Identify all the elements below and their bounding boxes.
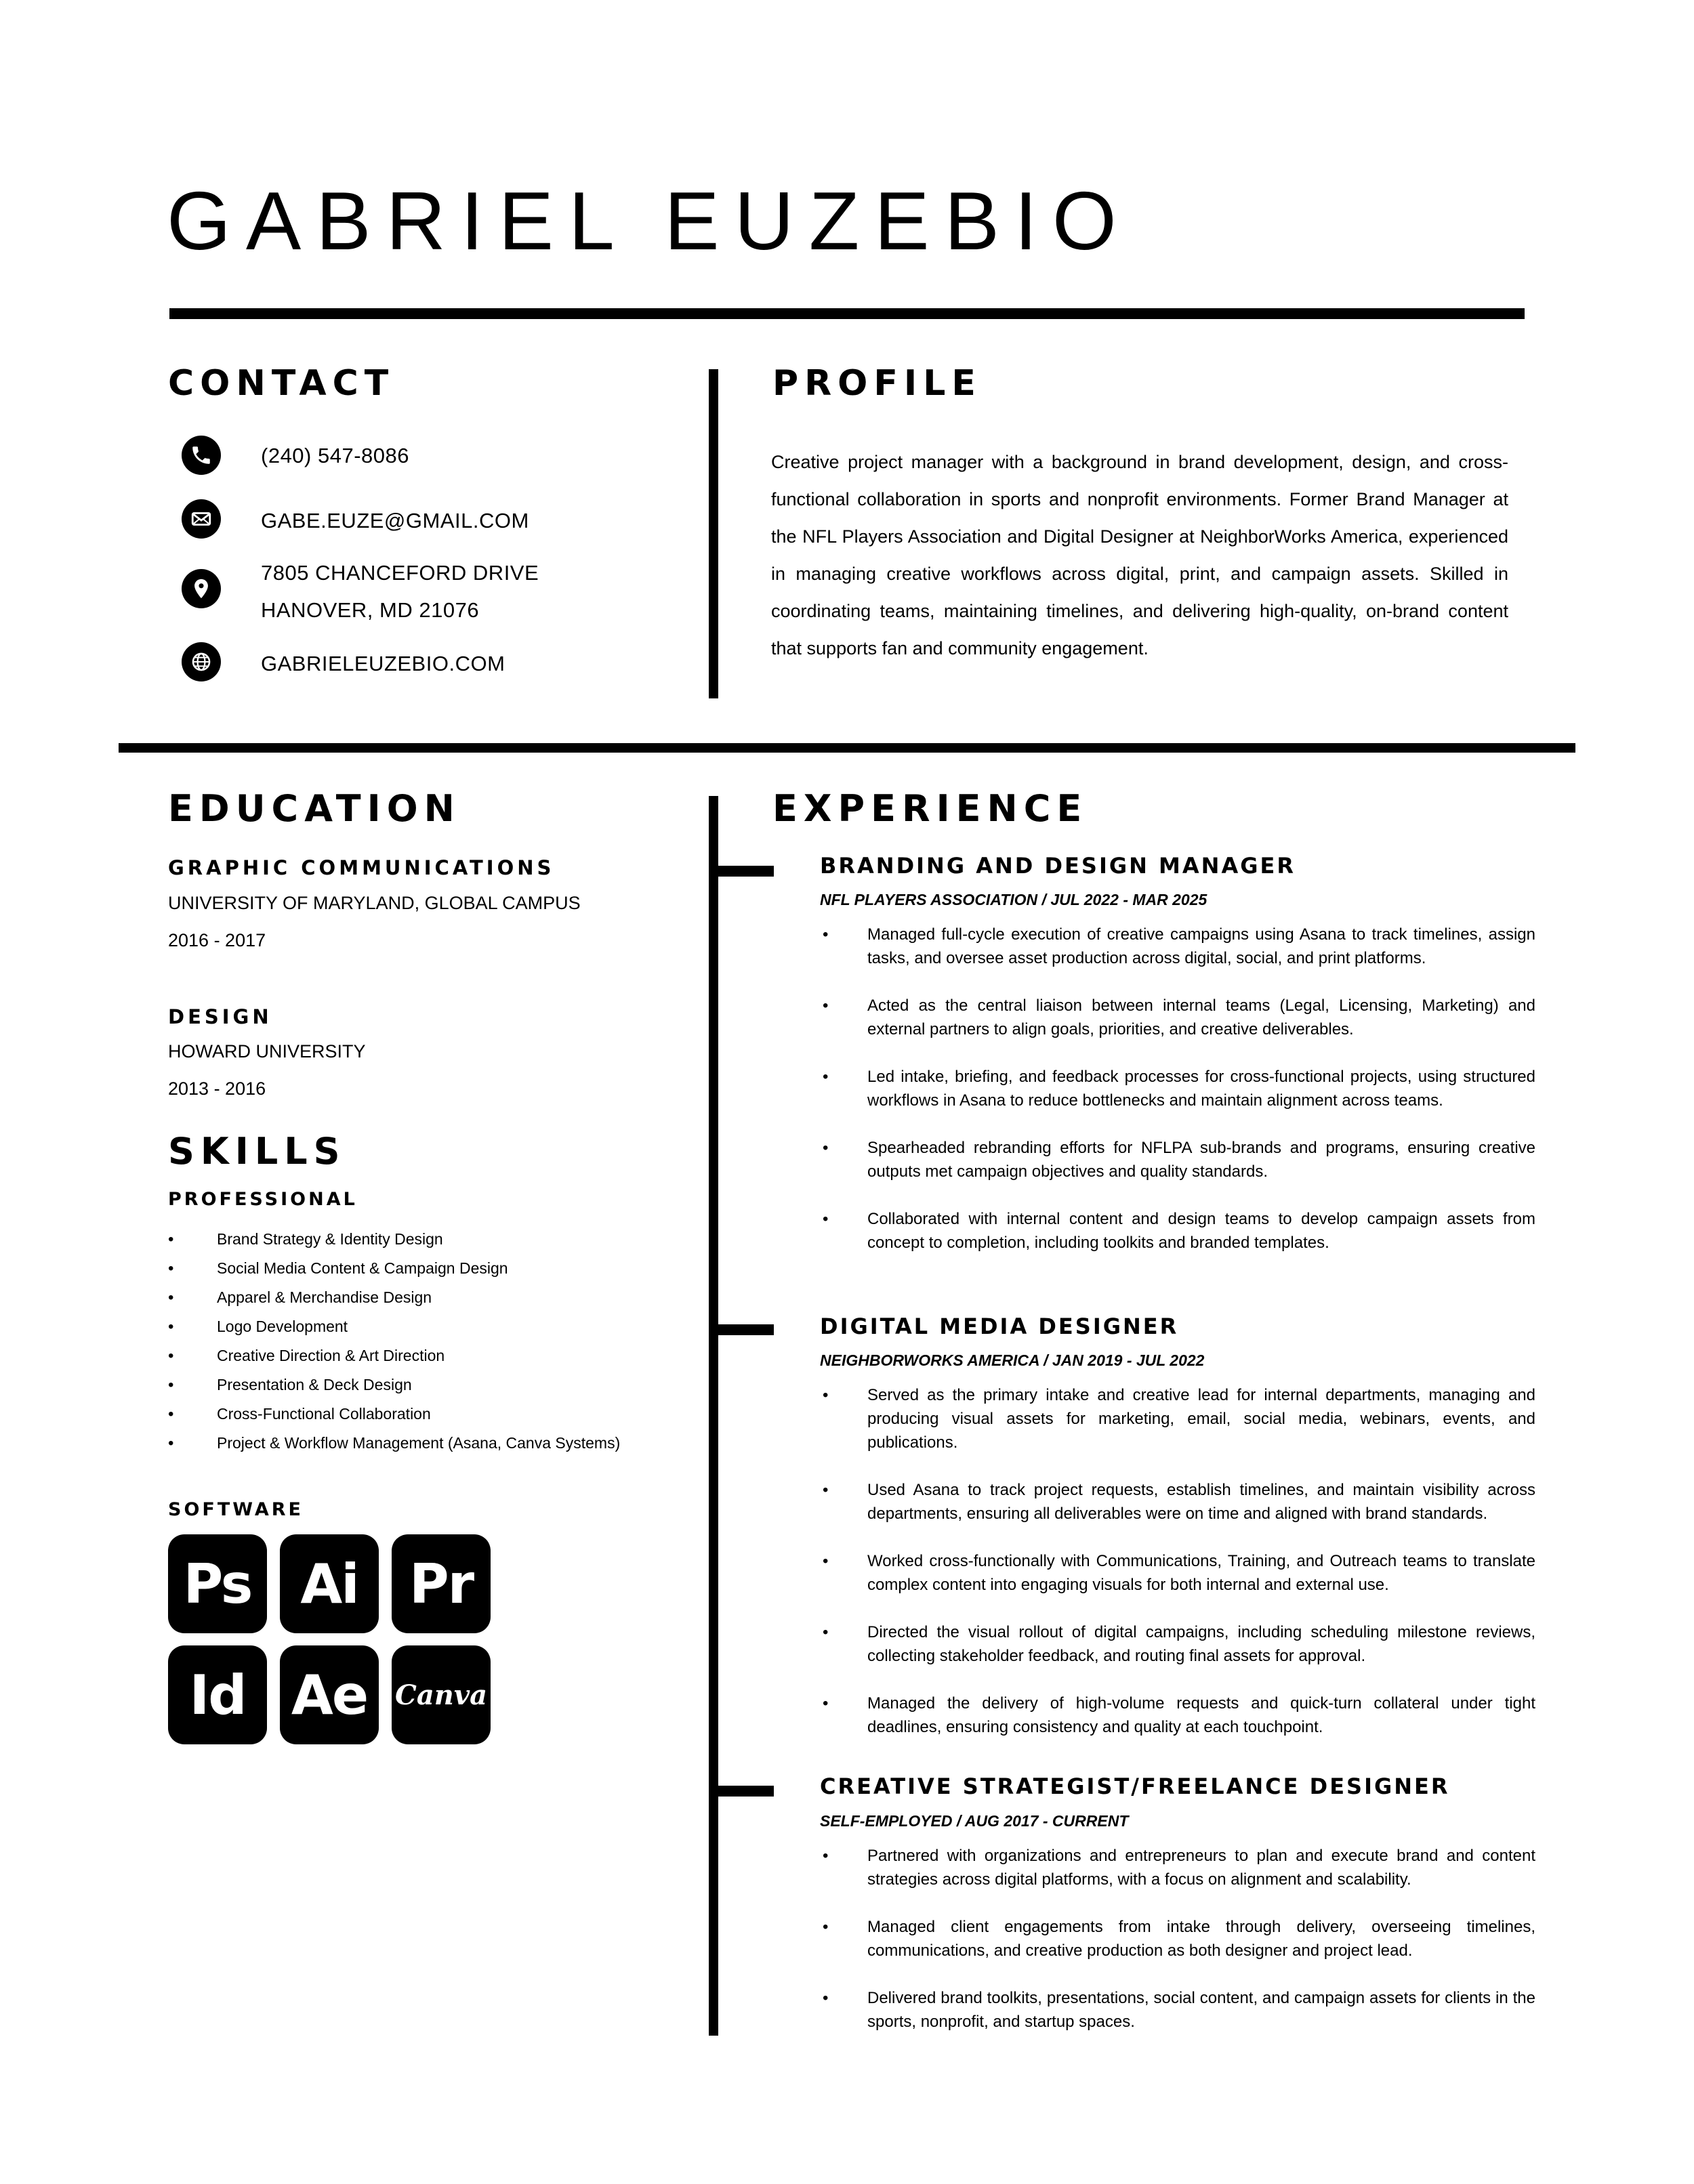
skills-list	[168, 1225, 683, 1458]
job-bullet: • Managed the delivery of high-volume requests and quick-turn collateral under tight deadlines, ensuring consistency and quality at each touchpoint.	[820, 1692, 1535, 1739]
job-bullet: • Spearheaded rebranding efforts for NFLPA sub-brands and programs, ensuring creative outputs met campaign objectives and quality standards.	[820, 1136, 1535, 1183]
section-divider	[119, 743, 1575, 753]
contact-website[interactable]: GABRIELEUZEBIO.COM	[261, 652, 505, 675]
header-vertical-divider	[709, 369, 718, 698]
profile-summary: Creative project manager with a background in brand development, design, and cross-functional collaboration in sports and nonprofit environments. Former Brand Manager at the NFL Players Association and Digital Designer at NeighborWorks America, experienced in managing creative workflows across digital, print, and campaign assets. Skilled in coordinating teams, maintaining timelines, and delivering high-quality, on-brand content that supports fan and community engagement.	[771, 452, 1508, 658]
skill-item: • Project & Workflow Management (Asana, Canva Systems)	[168, 1429, 683, 1458]
job-bullet: • Delivered brand toolkits, presentations, social content, and campaign assets for clients in the sports, nonprofit, and startup spaces.	[820, 1986, 1535, 2034]
canva-icon: Canva	[392, 1645, 491, 1744]
job-title: DIGITAL MEDIA DESIGNER	[820, 1314, 1179, 1339]
photoshop-icon: Ps	[168, 1534, 267, 1633]
skills-heading: SKILLS	[168, 1130, 346, 1173]
job-meta: SELF-EMPLOYED / AUG 2017 - CURRENT	[820, 1812, 1129, 1830]
job-meta: NEIGHBORWORKS AMERICA / JAN 2019 - JUL 2022	[820, 1351, 1205, 1369]
timeline-tick	[709, 866, 774, 877]
job-bullet: • Led intake, briefing, and feedback processes for cross-functional projects, using structured workflows in Asana to reduce bottlenecks and maintain alignment across teams.	[820, 1065, 1535, 1112]
job-meta: NFL PLAYERS ASSOCIATION / JUL 2022 - MAR 2025	[820, 891, 1207, 908]
education-school: UNIVERSITY OF MARYLAND, GLOBAL CAMPUS	[168, 893, 581, 913]
education-degree: GRAPHIC COMMUNICATIONS	[168, 856, 555, 879]
contact-address-line1: 7805 CHANCEFORD DRIVE	[261, 561, 539, 585]
job-bullet: • Acted as the central liaison between internal teams (Legal, Licensing, Marketing) and external partners to align goals, priorities, and creative deliverables.	[820, 994, 1535, 1041]
skill-item: • Social Media Content & Campaign Design	[168, 1254, 683, 1283]
profile-heading: PROFILE	[772, 363, 982, 404]
software-grid	[168, 1534, 493, 1744]
job-bullet: • Used Asana to track project requests, establish timelines, and maintain visibility across departments, ensuring all deliverables were on time and aligned with brand standards.	[820, 1478, 1535, 1526]
contact-email[interactable]: GABE.EUZE@GMAIL.COM	[261, 509, 529, 532]
premiere-icon: Pr	[392, 1534, 491, 1633]
education-heading: EDUCATION	[168, 787, 461, 830]
after-effects-icon: Ae	[280, 1645, 379, 1744]
education-years: 2013 - 2016	[168, 1078, 266, 1099]
skill-item: • Apparel & Merchandise Design	[168, 1283, 683, 1312]
illustrator-icon: Ai	[280, 1534, 379, 1633]
job-bullet: • Managed full-cycle execution of creative campaigns using Asana to track timelines, assign tasks, and oversee asset production across digital, social, and print platforms.	[820, 923, 1535, 970]
contact-heading: CONTACT	[168, 363, 395, 404]
education-school: HOWARD UNIVERSITY	[168, 1041, 366, 1062]
job-title: CREATIVE STRATEGIST/FREELANCE DESIGNER	[820, 1773, 1450, 1799]
education-years: 2016 - 2017	[168, 930, 266, 950]
job-bullet: • Managed client engagements from intake through delivery, overseeing timelines, communications, and creative production as both designer and project lead.	[820, 1915, 1535, 1962]
globe-icon	[182, 642, 221, 681]
email-icon	[182, 499, 221, 539]
resume-name: GABRIEL EUZEBIO	[167, 175, 1132, 267]
job-title: BRANDING AND DESIGN MANAGER	[820, 853, 1296, 879]
phone-icon	[182, 436, 221, 475]
skill-item: • Logo Development	[168, 1312, 683, 1341]
job-bullet: • Directed the visual rollout of digital campaigns, including scheduling milestone reviews, collecting stakeholder feedback, and routing final assets for approval.	[820, 1620, 1535, 1668]
contact-address-line2: HANOVER, MD 21076	[261, 598, 480, 622]
job-bullets	[820, 923, 1535, 1278]
timeline-tick	[709, 1786, 774, 1797]
skill-item: • Brand Strategy & Identity Design	[168, 1225, 683, 1254]
location-icon	[182, 569, 221, 608]
experience-heading: EXPERIENCE	[772, 787, 1088, 830]
experience-timeline	[709, 796, 718, 2036]
skill-item: • Creative Direction & Art Direction	[168, 1341, 683, 1370]
job-bullet: • Partnered with organizations and entrepreneurs to plan and execute brand and content strategies across digital platforms, with a focus on alignment and scalability.	[820, 1844, 1535, 1891]
software-heading: SOFTWARE	[168, 1499, 304, 1520]
timeline-tick	[709, 1324, 774, 1335]
job-bullet: • Served as the primary intake and creative lead for internal departments, managing and producing visual assets for marketing, email, social media, webinars, events, and publications.	[820, 1383, 1535, 1454]
skill-item: • Cross-Functional Collaboration	[168, 1400, 683, 1429]
job-bullet: • Worked cross-functionally with Communications, Training, and Outreach teams to translate complex content into engaging visuals for both internal and external use.	[820, 1549, 1535, 1597]
job-bullets	[820, 1383, 1535, 1763]
job-bullets	[820, 1844, 1535, 2057]
skill-item: • Presentation & Deck Design	[168, 1370, 683, 1400]
education-degree: DESIGN	[168, 1005, 272, 1028]
contact-phone[interactable]: (240) 547-8086	[261, 444, 409, 467]
skills-professional-heading: PROFESSIONAL	[168, 1189, 358, 1210]
indesign-icon: Id	[168, 1645, 267, 1744]
header-divider	[169, 308, 1525, 319]
job-bullet: • Collaborated with internal content and design teams to develop campaign assets from concept to completion, including toolkits and branded templates.	[820, 1207, 1535, 1255]
